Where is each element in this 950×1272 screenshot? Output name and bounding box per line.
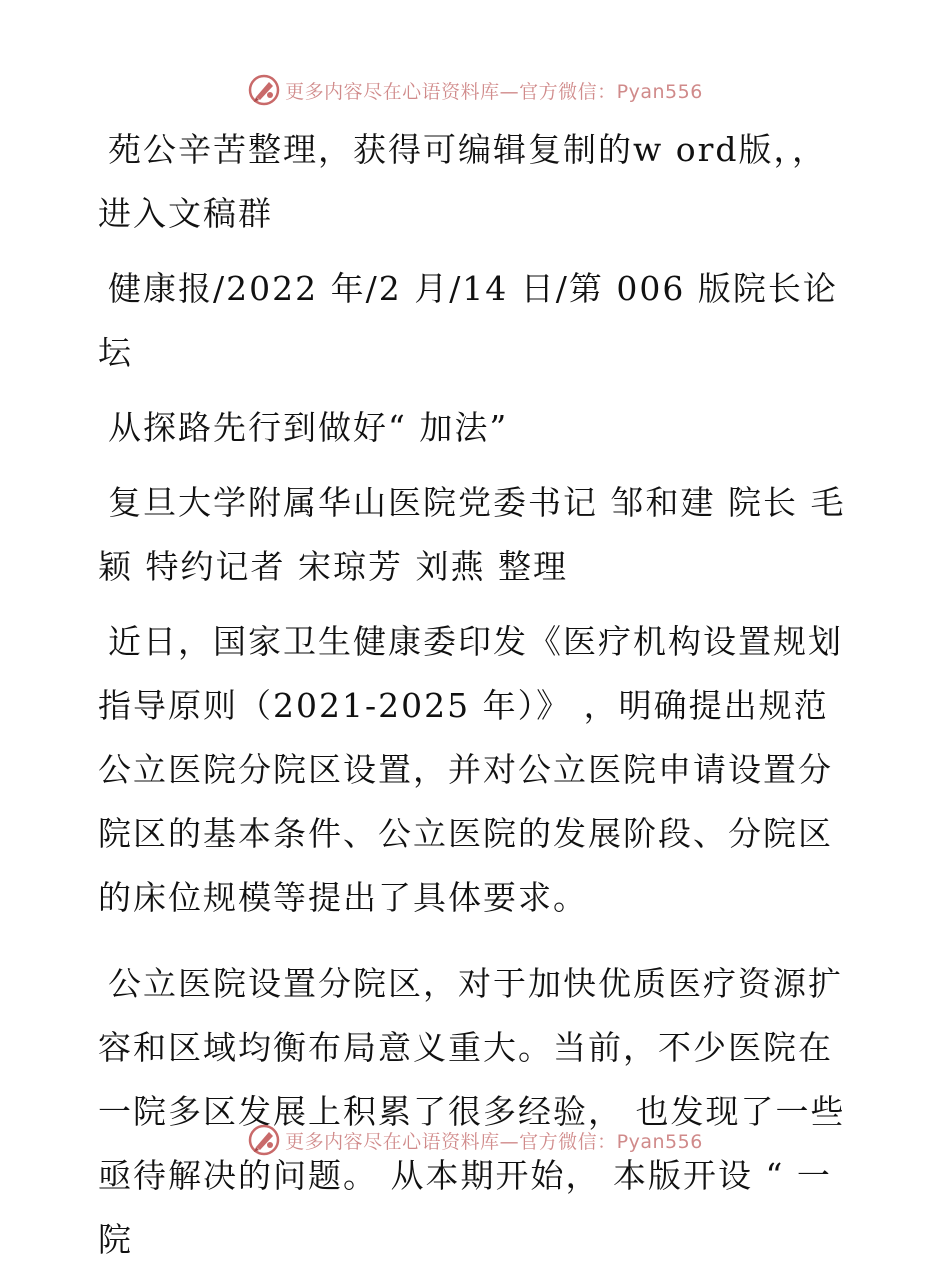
body-paragraph: 近日，国家卫生健康委印发《医疗机构设置规划指导原则（2021-2025 年）》 ，明确提出规范公立医院分院区设置，并对公立医院申请设置分院区的基本条件、公立医院的发展阶段、分院区的床位规模等提出了具体要求。	[98, 622, 843, 917]
document-body	[98, 118, 850, 1272]
pen-seal-icon	[247, 1123, 281, 1157]
intro-note: 苑公辛苦整理，获得可编辑复制的w ord版，，进入文稿群	[98, 130, 828, 233]
author-line: 复旦大学附属华山医院党委书记 邹和建 院长 毛颖 特约记者 宋琼芳 刘燕 整理	[98, 483, 846, 586]
watermark-text: 更多内容尽在心语资料库—官方微信：Pyan556	[285, 1130, 703, 1153]
footer-watermark-banner	[0, 1120, 950, 1160]
watermark-text: 更多内容尽在心语资料库—官方微信：Pyan556	[285, 80, 703, 103]
pen-seal-icon	[247, 73, 281, 107]
body-paragraph: 公立医院设置分院区，对于加快优质医疗资源扩容和区域均衡布局意义重大。当前，不少医院在一院多区发展上积累了很多经验， 也发现了一些亟待解决的问题。 从本期开始， 本版开设 “ 一院	[98, 964, 846, 1259]
article-title: 从探路先行到做好“ 加法”	[108, 408, 509, 447]
source-line: 健康报/2022 年/2 月/14 日/第 006 版院长论坛	[98, 269, 838, 372]
header-watermark-banner	[0, 70, 950, 110]
